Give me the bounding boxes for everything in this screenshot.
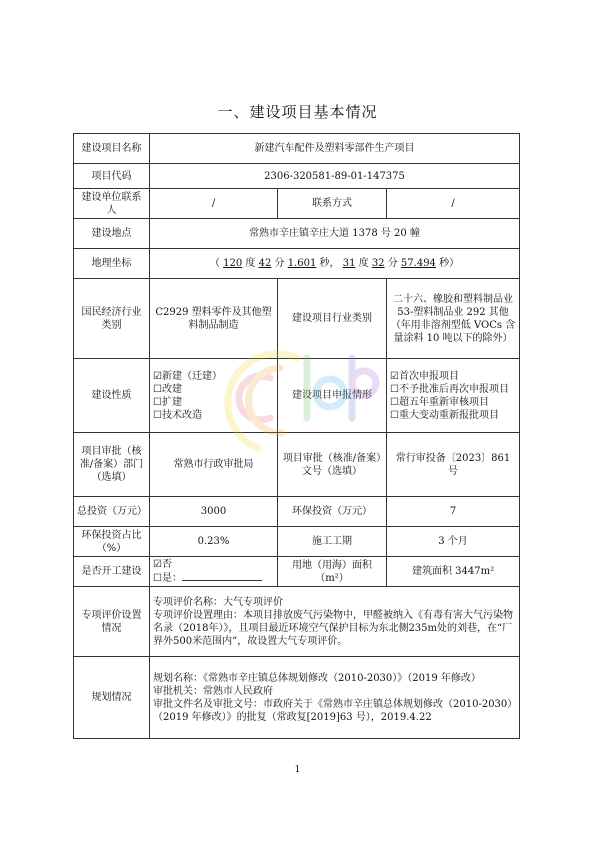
coord-sep: ， bbox=[329, 258, 340, 269]
label-special-eval: 专项评价设置情况 bbox=[74, 587, 150, 657]
coord-lat-sec: 57.494 bbox=[400, 258, 436, 269]
coord-open: （ bbox=[209, 258, 220, 269]
value-special-eval bbox=[150, 587, 520, 657]
page-title: 一、建设项目基本情况 bbox=[217, 103, 378, 121]
value-project-code: 2306-320581-89-01-147375 bbox=[150, 164, 520, 189]
row-coordinates bbox=[74, 249, 520, 279]
label-project-industry: 建设项目行业类别 bbox=[278, 279, 387, 359]
coord-lon-min: 42 bbox=[258, 258, 272, 269]
declare-option-major-change[interactable]: ☐重大变动重新报批项目 bbox=[390, 409, 499, 421]
row-special-eval bbox=[74, 587, 520, 657]
label-env-ratio: 环保投资占比（%） bbox=[74, 527, 150, 557]
label-project-name: 建设项目名称 bbox=[74, 134, 150, 164]
coord-lat-min: 32 bbox=[371, 258, 385, 269]
row-started bbox=[74, 557, 520, 587]
special-eval-name: 专项评价名称：大气专项评价 bbox=[153, 596, 283, 608]
started-option-yes[interactable]: ☐是： bbox=[153, 573, 182, 584]
planning-name: 规划名称：《常熟市辛庄镇总体规划修改（2010-2030）》（2019 年修改） bbox=[153, 672, 481, 684]
value-total-investment: 3000 bbox=[150, 497, 278, 527]
special-eval-reason: 专项评价设置理由：本项目排放废气污染物中，甲醛被纳入《有毒有害大气污染物名录（2018年）》，且项目最近环境空气保护目标为东北侧235m处的刘巷，在“厂界外500米范围内”，故设置大气专项评价。 bbox=[153, 609, 513, 647]
nature-options bbox=[150, 359, 278, 433]
coord-close: 秒） bbox=[439, 258, 460, 269]
label-project-code: 项目代码 bbox=[74, 164, 150, 189]
started-yes-blank[interactable] bbox=[182, 571, 262, 581]
value-planning bbox=[150, 657, 520, 739]
value-coordinates bbox=[150, 249, 520, 279]
project-info-table bbox=[73, 133, 520, 739]
coord-min-unit-2: 分 bbox=[387, 258, 398, 269]
row-location bbox=[74, 219, 520, 249]
value-env-ratio: 0.23% bbox=[150, 527, 278, 557]
label-started: 是否开工建设 bbox=[74, 557, 150, 587]
value-land-area: 建筑面积 3447m² bbox=[387, 557, 520, 587]
row-industry bbox=[74, 279, 520, 359]
started-option-no[interactable]: ☑否 bbox=[153, 559, 172, 570]
label-coordinates: 地理坐标 bbox=[74, 249, 150, 279]
row-env-ratio bbox=[74, 527, 520, 557]
row-approval bbox=[74, 433, 520, 497]
label-env-investment: 环保投资（万元） bbox=[278, 497, 387, 527]
row-investment bbox=[74, 497, 520, 527]
value-approval-number: 常行审投备〔2023〕861 号 bbox=[387, 433, 520, 497]
coord-deg-unit: 度 bbox=[245, 258, 256, 269]
label-total-investment: 总投资（万元） bbox=[74, 497, 150, 527]
row-contact bbox=[74, 189, 520, 219]
label-declare-situation: 建设项目申报情形 bbox=[278, 359, 387, 433]
declare-option-five-years[interactable]: ☐超五年重新审核项目 bbox=[390, 396, 489, 408]
value-project-name: 新建汽车配件及塑料零部件生产项目 bbox=[150, 134, 520, 164]
coord-deg-unit-2: 度 bbox=[358, 258, 369, 269]
coord-lat-deg: 31 bbox=[342, 258, 356, 269]
value-location: 常熟市辛庄镇辛庄大道 1378 号 20 幢 bbox=[150, 219, 520, 249]
row-nature bbox=[74, 359, 520, 433]
declare-option-first[interactable]: ☑首次申报项目 bbox=[390, 370, 459, 382]
label-land-area: 用地（用海）面积（m²） bbox=[278, 557, 387, 587]
nature-option-rebuild[interactable]: ☐改建 bbox=[153, 383, 182, 395]
planning-approval-doc: 审批文件名及审批文号：市政府关于《常熟市辛庄镇总体规划修改（2010-2030）（2019 年修改）》的批复（常政复[2019]63 号），2019.4.22 bbox=[153, 698, 513, 723]
coord-lon-sec: 1.601 bbox=[287, 258, 317, 269]
coord-sec-unit: 秒 bbox=[319, 258, 330, 269]
coord-min-unit: 分 bbox=[274, 258, 285, 269]
planning-authority: 审批机关：常熟市人民政府 bbox=[153, 685, 273, 697]
label-location: 建设地点 bbox=[74, 219, 150, 249]
page-number: 1 bbox=[294, 765, 301, 775]
value-construction-period: 3 个月 bbox=[387, 527, 520, 557]
label-construction-nature: 建设性质 bbox=[74, 359, 150, 433]
label-approval-number: 项目审批（核准/备案）文号（选填） bbox=[278, 433, 387, 497]
declare-options bbox=[387, 359, 520, 433]
label-contact-method: 联系方式 bbox=[278, 189, 387, 219]
value-approval-dept: 常熟市行政审批局 bbox=[150, 433, 278, 497]
label-construction-period: 施工工期 bbox=[278, 527, 387, 557]
row-planning bbox=[74, 657, 520, 739]
label-planning: 规划情况 bbox=[74, 657, 150, 739]
label-contact-person: 建设单位联系人 bbox=[74, 189, 150, 219]
declare-option-resubmit[interactable]: ☐不予批准后再次申报项目 bbox=[390, 383, 509, 395]
nature-option-tech[interactable]: ☐技术改造 bbox=[153, 409, 202, 421]
row-project-name bbox=[74, 134, 520, 164]
nature-option-new[interactable]: ☑新建（迁建） bbox=[153, 370, 222, 382]
value-industry-class: C2929 塑料零件及其他塑料制品制造 bbox=[150, 279, 278, 359]
value-contact-method: / bbox=[387, 189, 520, 219]
started-options bbox=[150, 557, 278, 587]
started-option-yes-wrap bbox=[153, 571, 274, 585]
nature-option-expand[interactable]: ☐扩建 bbox=[153, 396, 182, 408]
label-approval-dept: 项目审批（核准/备案）部门（选填） bbox=[74, 433, 150, 497]
value-env-investment: 7 bbox=[387, 497, 520, 527]
value-project-industry: 二十六、橡胶和塑料制品业 53-塑料制品业 292 其他（年用非溶剂型低 VOCs 含量涂料 10 吨以下的除外） bbox=[387, 279, 520, 359]
value-contact-person: / bbox=[150, 189, 278, 219]
label-industry-class: 国民经济行业类别 bbox=[74, 279, 150, 359]
row-project-code bbox=[74, 164, 520, 189]
coord-lon-deg: 120 bbox=[223, 258, 243, 269]
